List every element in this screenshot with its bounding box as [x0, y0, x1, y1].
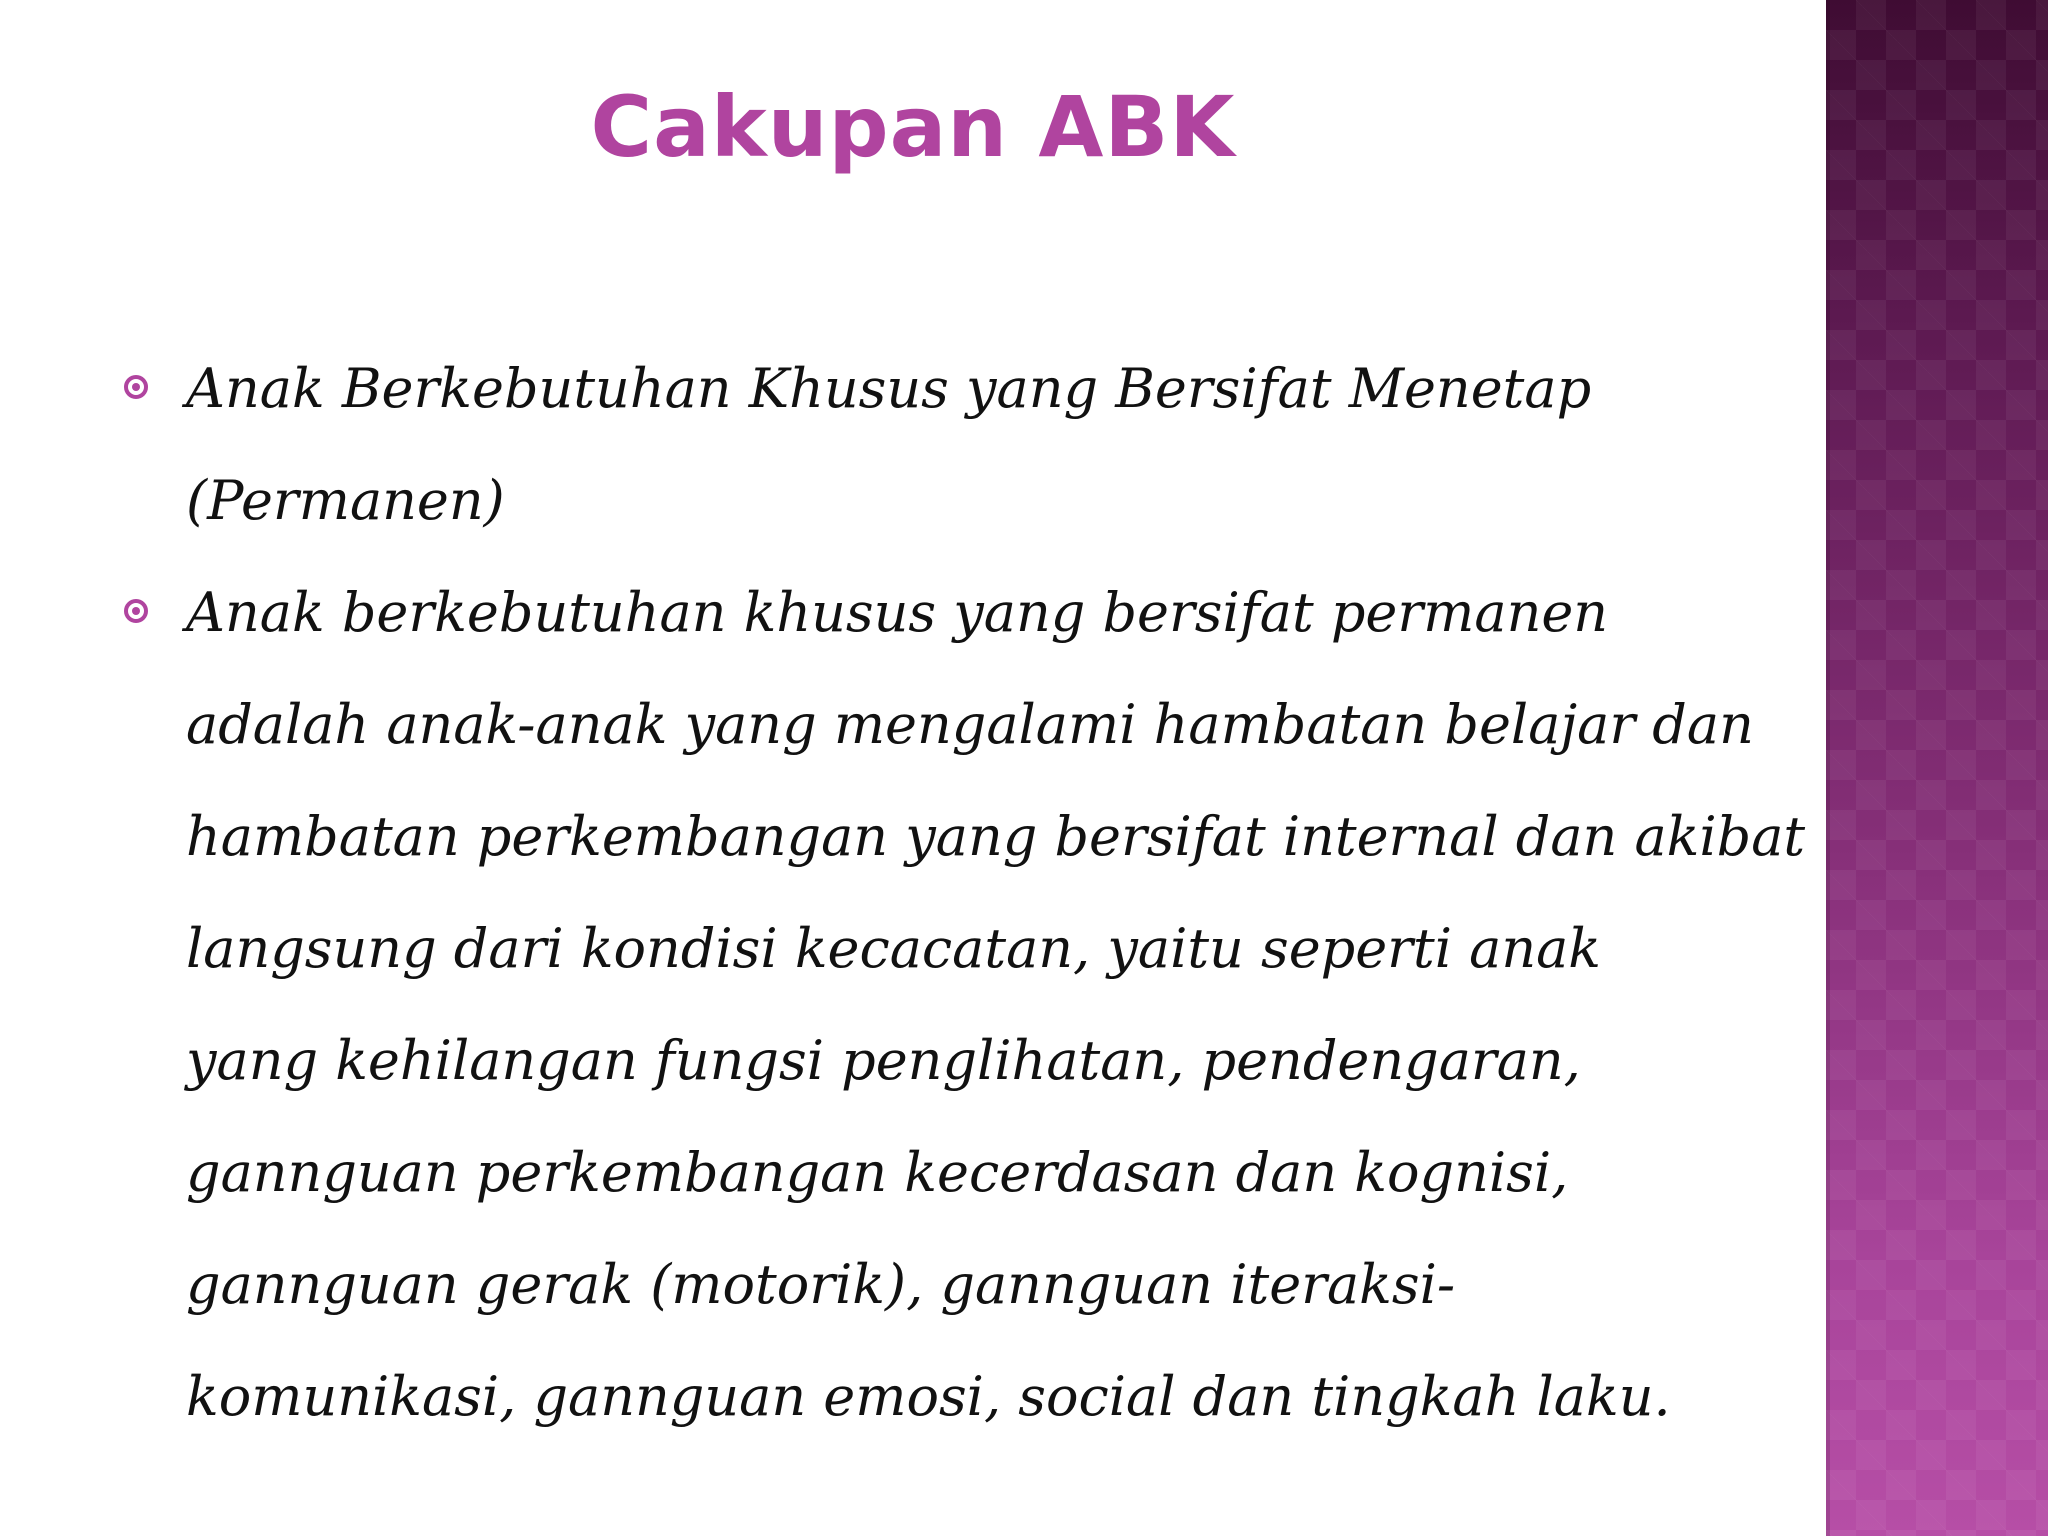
- bullet-text-line: gannguan perkembangan kecerdasan dan kognisi,: [186, 1141, 1569, 1204]
- slide-title: Cakupan ABK: [590, 78, 1236, 176]
- bullet-list: [124, 333, 1806, 1453]
- bullet-text-line: Anak Berkebutuhan Khusus yang Bersifat Menetap: [186, 357, 1592, 420]
- bullet-ring-icon: [124, 375, 148, 399]
- bullet-text-line: adalah anak-anak yang mengalami hambatan belajar dan: [186, 693, 1754, 756]
- bullet-text-line: gannguan gerak (motorik), gannguan iteraksi-: [186, 1253, 1456, 1316]
- bullet-text-line: (Permanen): [186, 469, 505, 532]
- decorative-side-band: [1826, 0, 2048, 1536]
- bullet-ring-icon: [124, 599, 148, 623]
- bullet-text-line: komunikasi, gannguan emosi, social dan tingkah laku.: [186, 1365, 1671, 1428]
- bullet-text-line: hambatan perkembangan yang bersifat internal dan akibat: [186, 805, 1806, 868]
- bullet-item: [124, 557, 1806, 1453]
- bullet-text-line: langsung dari kondisi kecacatan, yaitu seperti anak: [186, 917, 1602, 980]
- bullet-text-line: Anak berkebutuhan khusus yang bersifat permanen: [186, 581, 1609, 644]
- bullet-item: [124, 333, 1744, 557]
- bullet-text-line: yang kehilangan fungsi penglihatan, pendengaran,: [186, 1029, 1581, 1092]
